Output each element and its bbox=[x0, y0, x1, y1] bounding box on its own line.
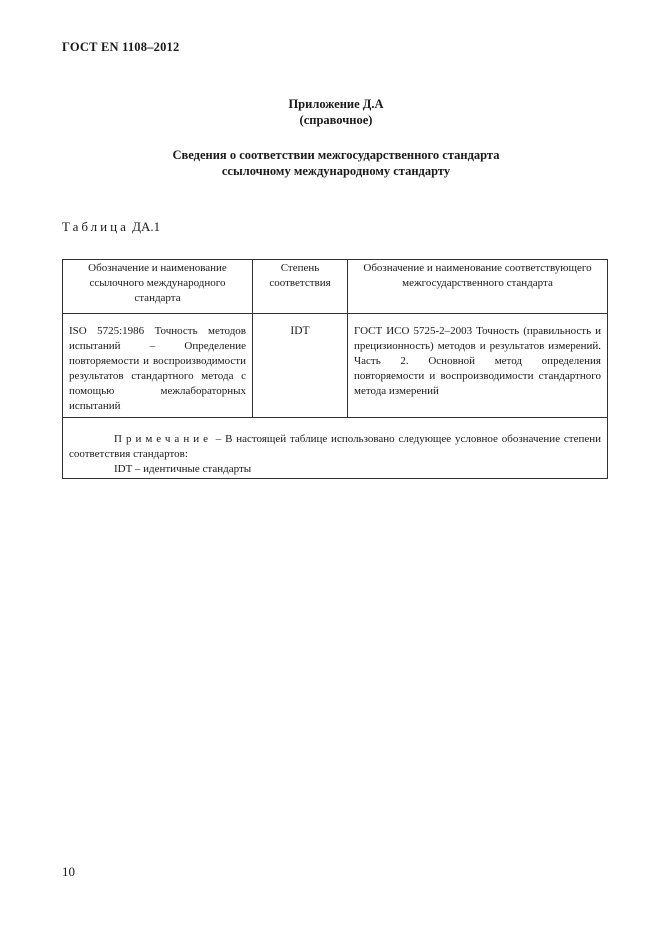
annex-subtitle bbox=[62, 147, 610, 179]
annex-subtitle-line2: ссылочному международному стандарту bbox=[221, 164, 451, 178]
page-number: 10 bbox=[62, 864, 75, 879]
correspondence-table bbox=[62, 259, 608, 479]
cell-degree: IDT bbox=[253, 314, 348, 418]
table-note-row bbox=[63, 418, 608, 479]
table-label-number: ДА.1 bbox=[132, 219, 161, 234]
table-row bbox=[63, 314, 608, 418]
standard-code: ГОСТ EN 1108–2012 bbox=[62, 40, 180, 54]
annex-title: Приложение Д.А bbox=[288, 97, 384, 111]
table-note bbox=[63, 418, 608, 479]
cell-national-standard: ГОСТ ИСО 5725-2–2003 Точность (правильность и прецизионность) методов и результатов измерений. Часть 2. Основной метод определения повторяемости и воспроизводимости стандартного метода измерений bbox=[348, 314, 608, 418]
cell-reference-standard: ISO 5725:1986 Точность методов испытаний – Определение повторяемости и воспроизводимости результатов стандартного метода с помощью межлабораторных испытаний bbox=[63, 314, 253, 418]
header-national-standard: Обозначение и наименование соответствующего межгосударственного стандарта bbox=[348, 260, 608, 314]
note-item: IDT – идентичные стандарты bbox=[114, 463, 252, 475]
annex-subtitle-line1: Сведения о соответствии межгосударственного стандарта bbox=[172, 148, 500, 162]
note-text bbox=[69, 432, 601, 462]
note-body: – В настоящей таблице использовано следующее условное обозначение степени соответствия стандартов: bbox=[69, 433, 601, 460]
header-degree: Степень соответствия bbox=[253, 260, 348, 314]
note-label: Примечание bbox=[114, 433, 212, 445]
header-reference-standard: Обозначение и наименование ссылочного международного стандарта bbox=[63, 260, 253, 314]
table-header-row bbox=[63, 260, 608, 314]
table-label-word: Таблица bbox=[62, 219, 129, 234]
annex-heading bbox=[62, 96, 610, 128]
table-label bbox=[62, 219, 160, 235]
annex-type: (справочное) bbox=[299, 113, 373, 127]
